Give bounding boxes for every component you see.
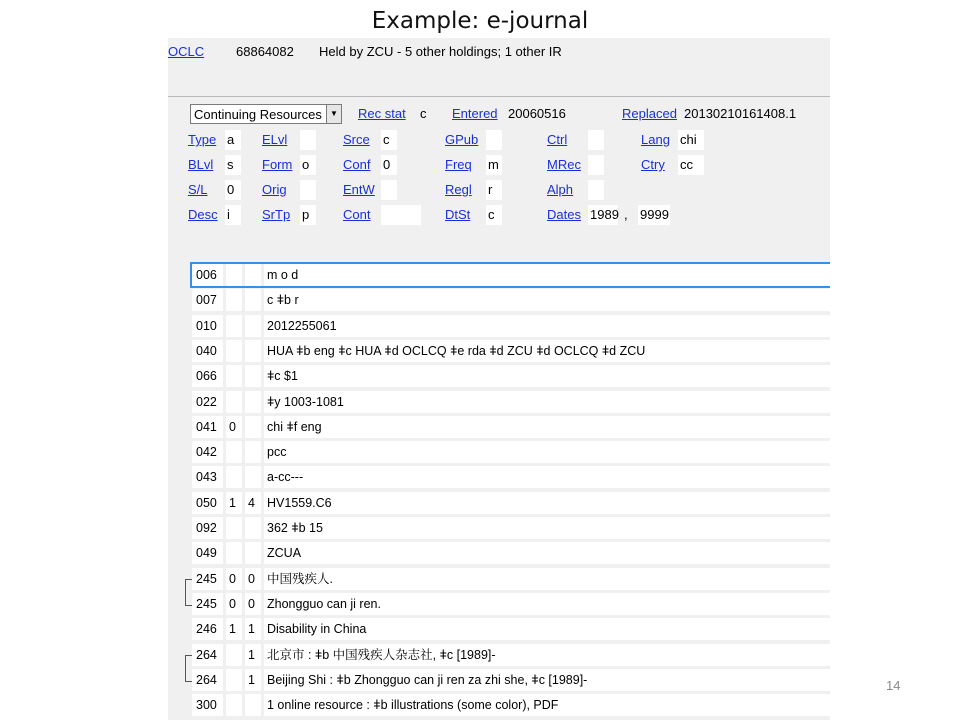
indicator-2[interactable]	[245, 264, 261, 286]
indicator-1[interactable]	[226, 694, 242, 716]
field-data[interactable]: ǂy 1003-1081	[264, 391, 830, 413]
fixed-field-label[interactable]: Dates	[547, 207, 581, 222]
fixed-field-input[interactable]	[588, 130, 604, 150]
oclc-header-bar	[168, 38, 830, 97]
oclc-record-screenshot	[168, 38, 830, 720]
field-data[interactable]: a-cc---	[264, 466, 830, 488]
indicator-2[interactable]: 4	[245, 492, 261, 514]
fixed-field-input[interactable]: 9999	[638, 205, 670, 225]
fixed-field-input[interactable]	[588, 155, 604, 175]
indicator-1[interactable]	[226, 340, 242, 362]
marc-tag[interactable]: 007	[192, 289, 223, 311]
field-data[interactable]: pcc	[264, 441, 830, 463]
indicator-1[interactable]	[226, 466, 242, 488]
marc-field-row[interactable]	[192, 568, 830, 590]
fixed-field-input[interactable]: chi	[678, 130, 704, 150]
marc-tag[interactable]: 006	[192, 264, 223, 286]
indicator-2[interactable]: 1	[245, 618, 261, 640]
fixed-field-input[interactable]: r	[486, 180, 502, 200]
fixed-field-label[interactable]: Regl	[445, 182, 472, 197]
fixed-field-label[interactable]: Cont	[343, 207, 371, 222]
fixed-field-label[interactable]: Type	[188, 132, 217, 147]
fixed-field-value: 20060516	[508, 106, 566, 121]
marc-field-row[interactable]	[192, 340, 830, 362]
field-data[interactable]: Disability in China	[264, 618, 830, 640]
marc-tag[interactable]: 049	[192, 542, 223, 564]
fixed-field-input[interactable]: 0	[381, 155, 397, 175]
marc-field-row[interactable]	[192, 542, 830, 564]
marc-field-row[interactable]	[192, 694, 830, 716]
marc-field-row[interactable]	[192, 441, 830, 463]
dropdown-arrow-icon: ▼	[326, 105, 341, 123]
fixed-field-input[interactable]	[588, 180, 604, 200]
indicator-2[interactable]	[245, 315, 261, 337]
marc-tag[interactable]: 264	[192, 644, 223, 666]
indicator-1[interactable]	[226, 315, 242, 337]
fixed-field-panel	[168, 98, 830, 261]
marc-tag[interactable]: 041	[192, 416, 223, 438]
field-data[interactable]: chi ǂf eng	[264, 416, 830, 438]
fixed-field-input[interactable]: i	[225, 205, 241, 225]
marc-field-row[interactable]	[192, 517, 830, 539]
marc-field-row[interactable]	[192, 466, 830, 488]
indicator-2[interactable]	[245, 391, 261, 413]
format-select[interactable]	[190, 104, 342, 124]
marc-tag[interactable]: 010	[192, 315, 223, 337]
fixed-field-label[interactable]: Alph	[547, 182, 574, 197]
indicator-1[interactable]	[226, 644, 242, 666]
marc-field-row[interactable]	[192, 391, 830, 413]
fixed-field-label[interactable]: Freq	[445, 157, 472, 172]
fixed-field-label[interactable]: Entered	[452, 106, 498, 121]
marc-field-row[interactable]	[192, 416, 830, 438]
marc-field-row[interactable]	[192, 289, 830, 311]
fixed-field-label[interactable]: Form	[262, 157, 293, 172]
fixed-field-label[interactable]: Lang	[641, 132, 670, 147]
fixed-field-label[interactable]: Ctrl	[547, 132, 568, 147]
field-data[interactable]: 中国残疾人.	[264, 568, 830, 590]
marc-tag[interactable]: 022	[192, 391, 223, 413]
indicator-2[interactable]	[245, 340, 261, 362]
fixed-field-label[interactable]: Srce	[343, 132, 370, 147]
marc-field-row[interactable]	[192, 593, 830, 615]
field-data[interactable]: Beijing Shi : ǂb Zhongguo can ji ren za zhi she, ǂc [1989]-	[264, 669, 830, 691]
fixed-field-input[interactable]	[486, 130, 502, 150]
marc-field-row[interactable]	[192, 315, 830, 337]
linked-field-bracket	[185, 655, 192, 682]
fixed-field-input[interactable]: cc	[678, 155, 704, 175]
field-data[interactable]: 1 online resource : ǂb illustrations (some color), PDF	[264, 694, 830, 716]
indicator-2[interactable]	[245, 365, 261, 387]
indicator-1[interactable]	[226, 289, 242, 311]
fixed-field-label[interactable]: Orig	[262, 182, 287, 197]
indicator-2[interactable]: 0	[245, 568, 261, 590]
fixed-field-label[interactable]: ELvl	[262, 132, 288, 147]
indicator-1[interactable]: 0	[226, 416, 242, 438]
indicator-2[interactable]	[245, 517, 261, 539]
oclc-number: 68864082	[236, 44, 294, 59]
indicator-1[interactable]	[226, 517, 242, 539]
linked-field-bracket	[185, 579, 192, 606]
fixed-field-label[interactable]: MRec	[547, 157, 581, 172]
page-number: 14	[886, 678, 901, 693]
marc-field-row[interactable]	[192, 492, 830, 514]
marc-tag[interactable]: 300	[192, 694, 223, 716]
marc-tag[interactable]: 066	[192, 365, 223, 387]
field-data[interactable]: 362 ǂb 15	[264, 517, 830, 539]
fixed-field-label[interactable]: Desc	[188, 207, 218, 222]
indicator-2[interactable]	[245, 441, 261, 463]
indicator-1[interactable]	[226, 365, 242, 387]
indicator-2[interactable]: 1	[245, 669, 261, 691]
fixed-field-input[interactable]: 1989	[588, 205, 618, 225]
indicator-1[interactable]: 0	[226, 593, 242, 615]
field-data[interactable]: Zhongguo can ji ren.	[264, 593, 830, 615]
marc-tag[interactable]: 264	[192, 669, 223, 691]
indicator-1[interactable]	[226, 391, 242, 413]
marc-tag[interactable]: 043	[192, 466, 223, 488]
fixed-field-value: 20130210161408.1	[684, 106, 797, 121]
indicator-2[interactable]	[245, 416, 261, 438]
fixed-field-value: c	[420, 106, 427, 121]
fixed-field-label[interactable]: DtSt	[445, 207, 471, 222]
field-data[interactable]: ǂc $1	[264, 365, 830, 387]
fixed-field-label[interactable]: EntW	[343, 182, 375, 197]
field-data[interactable]: ZCUA	[264, 542, 830, 564]
fixed-field-input[interactable]	[300, 180, 316, 200]
indicator-1[interactable]: 1	[226, 492, 242, 514]
marc-tag[interactable]: 246	[192, 618, 223, 640]
fixed-field-input[interactable]: 0	[225, 180, 241, 200]
indicator-2[interactable]	[245, 694, 261, 716]
marc-field-row[interactable]	[192, 365, 830, 387]
indicator-2[interactable]	[245, 542, 261, 564]
marc-tag[interactable]: 050	[192, 492, 223, 514]
fixed-field-label[interactable]: Replaced	[622, 106, 677, 121]
fixed-field-label[interactable]: S/L	[188, 182, 208, 197]
indicator-1[interactable]	[226, 264, 242, 286]
holdings-info: Held by ZCU - 5 other holdings; 1 other IR	[319, 44, 562, 59]
indicator-1[interactable]: 0	[226, 568, 242, 590]
indicator-1[interactable]	[226, 669, 242, 691]
fixed-field-label[interactable]: SrTp	[262, 207, 291, 222]
fixed-field-label[interactable]: Rec stat	[358, 106, 406, 121]
indicator-2[interactable]	[245, 289, 261, 311]
marc-field-row[interactable]	[192, 669, 830, 691]
fixed-field-label[interactable]: Ctry	[641, 157, 665, 172]
marc-tag[interactable]: 042	[192, 441, 223, 463]
field-data[interactable]: HUA ǂb eng ǂc HUA ǂd OCLCQ ǂe rda ǂd ZCU ǂd OCLCQ ǂd ZCU	[264, 340, 830, 362]
fixed-field-input[interactable]: o	[300, 155, 316, 175]
dates-separator: ,	[624, 207, 628, 222]
oclc-link[interactable]: OCLC	[168, 44, 205, 59]
fixed-field-input[interactable]: a	[225, 130, 241, 150]
indicator-2[interactable]: 0	[245, 593, 261, 615]
marc-tag[interactable]: 245	[192, 568, 223, 590]
fixed-field-input[interactable]: c	[486, 205, 502, 225]
fixed-field-input[interactable]	[381, 205, 421, 225]
marc-tag[interactable]: 040	[192, 340, 223, 362]
field-data[interactable]: c ǂb r	[264, 289, 830, 311]
fixed-field-input[interactable]: c	[381, 130, 397, 150]
marc-tag[interactable]: 092	[192, 517, 223, 539]
field-data[interactable]: HV1559.C6	[264, 492, 830, 514]
marc-field-row[interactable]	[192, 644, 830, 666]
indicator-1[interactable]	[226, 542, 242, 564]
indicator-1[interactable]	[226, 441, 242, 463]
field-data[interactable]: m o d	[264, 264, 830, 286]
indicator-2[interactable]	[245, 466, 261, 488]
fixed-field-input[interactable]	[300, 130, 316, 150]
fixed-field-input[interactable]: s	[225, 155, 241, 175]
fixed-field-label[interactable]: GPub	[445, 132, 479, 147]
field-data[interactable]: 2012255061	[264, 315, 830, 337]
indicator-2[interactable]: 1	[245, 644, 261, 666]
fixed-field-input[interactable]	[381, 180, 397, 200]
marc-tag[interactable]: 245	[192, 593, 223, 615]
fixed-field-input[interactable]: p	[300, 205, 316, 225]
format-select-value: Continuing Resources	[194, 107, 322, 122]
fixed-field-label[interactable]: Conf	[343, 157, 371, 172]
slide-title: Example: e-journal	[371, 8, 589, 34]
fixed-field-input[interactable]: m	[486, 155, 502, 175]
marc-field-row[interactable]	[192, 618, 830, 640]
indicator-1[interactable]: 1	[226, 618, 242, 640]
field-data[interactable]: 北京市 : ǂb 中国残疾人杂志社, ǂc [1989]-	[264, 644, 830, 666]
marc-field-row[interactable]	[192, 264, 830, 286]
fixed-field-label[interactable]: BLvl	[188, 157, 214, 172]
